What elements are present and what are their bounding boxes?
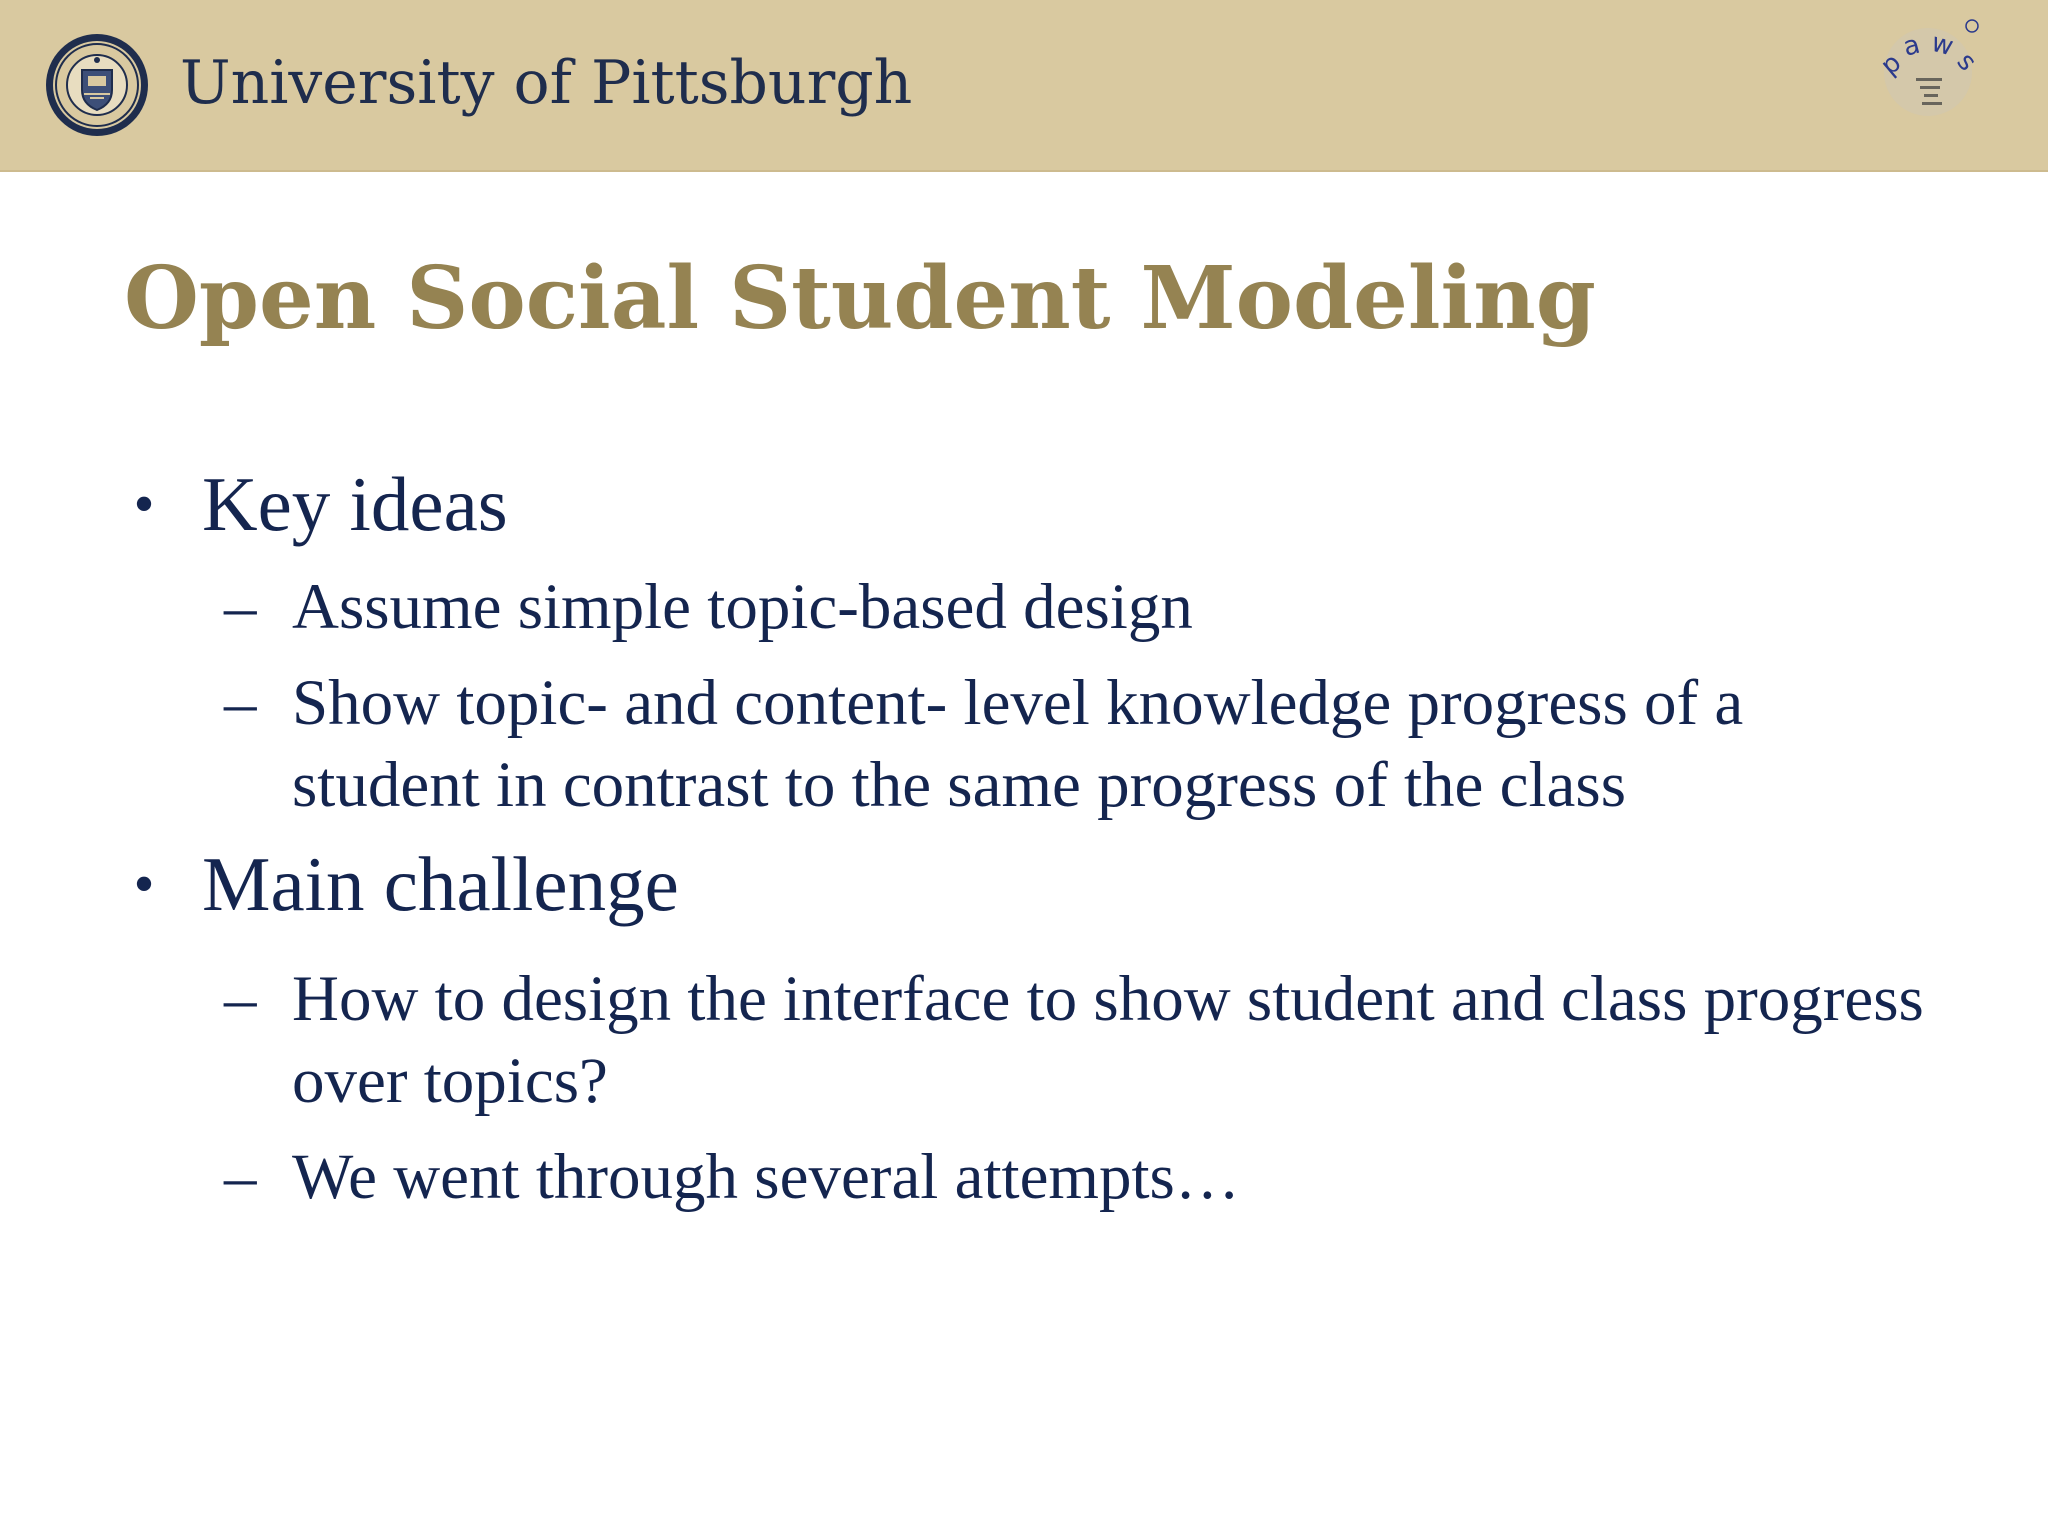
sub-bullet: [124, 662, 1924, 826]
bullet-marker: •: [133, 851, 155, 917]
svg-text:s: s: [1950, 47, 1983, 77]
slide-title: Open Social Student Modeling: [124, 248, 1596, 349]
bullet-marker: •: [133, 471, 155, 537]
bullet-list: [124, 456, 1924, 1218]
svg-text:p: p: [1875, 47, 1908, 82]
bullet-main-challenge: [124, 836, 1924, 932]
dash-marker: –: [224, 571, 257, 643]
sub-bullet-text: How to design the interface to show student and class progress over topics?: [292, 963, 1924, 1117]
university-seal-icon: [44, 32, 150, 138]
sub-bullet: [124, 566, 1924, 648]
sub-bullet-text: Show topic- and content- level knowledge progress of a student in contrast to the same progress of the class: [292, 667, 1744, 821]
header-band: [0, 0, 2048, 172]
svg-text:a: a: [1900, 29, 1924, 63]
dash-marker: –: [224, 667, 257, 739]
paws-logo-icon: [1870, 14, 1986, 124]
sub-bullet: [124, 958, 1924, 1122]
bullet-label: Key ideas: [202, 461, 508, 547]
bullet-key-ideas: [124, 456, 1924, 552]
svg-text:w: w: [1928, 27, 1957, 63]
dash-marker: –: [224, 963, 257, 1035]
dash-marker: –: [224, 1141, 257, 1213]
sub-bullet: [124, 1136, 1924, 1218]
university-name: University of Pittsburgh: [180, 48, 913, 118]
bullet-label: Main challenge: [202, 841, 679, 927]
sub-bullet-text: We went through several attempts…: [292, 1141, 1240, 1213]
sub-bullet-text: Assume simple topic-based design: [292, 571, 1193, 643]
